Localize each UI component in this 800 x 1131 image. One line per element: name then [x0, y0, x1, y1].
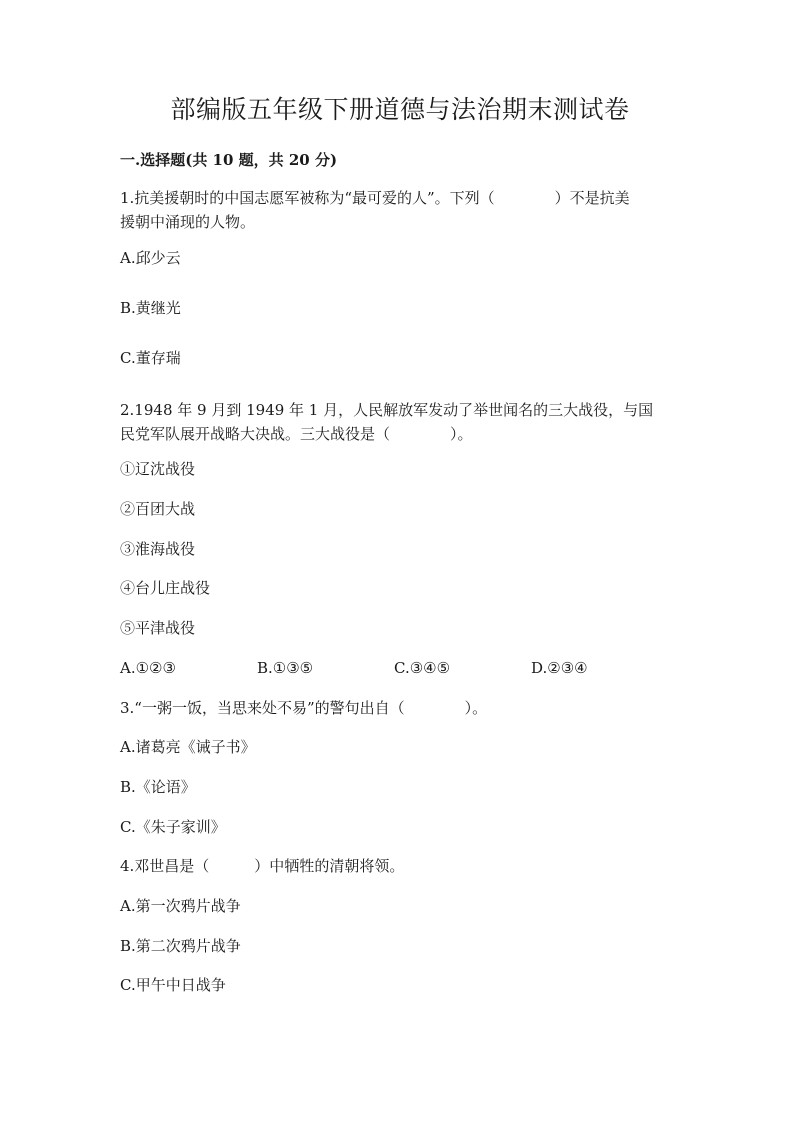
question-2-item-1: ①辽沈战役: [120, 460, 196, 478]
question-3-option-c: C.《朱子家训》: [120, 818, 226, 836]
question-1-option-a: A.邱少云: [120, 249, 181, 267]
question-4-option-c: C.甲午中日战争: [120, 976, 226, 994]
question-2-item-3: ③淮海战役: [120, 540, 196, 558]
question-2-option-a: A.①②③: [120, 659, 176, 677]
question-3-line-1: 3.“一粥一饭，当思来处不易”的警句出自（ ）。: [120, 699, 488, 717]
question-4-option-b: B.第二次鸦片战争: [120, 937, 241, 955]
question-2-item-5: ⑤平津战役: [120, 619, 196, 637]
question-1-line-1: 1.抗美援朝时的中国志愿军被称为“最可爱的人”。下列（ ）不是抗美: [120, 189, 630, 207]
question-1-option-c: C.董存瑞: [120, 349, 181, 367]
question-2-option-b: B.①③⑤: [257, 659, 314, 677]
page-title: 部编版五年级下册道德与法治期末测试卷: [170, 95, 630, 124]
question-3-option-b: B.《论语》: [120, 778, 196, 796]
question-2-item-2: ②百团大战: [120, 500, 196, 518]
question-2-line-2: 民党军队展开战略大决战。三大战役是（ ）。: [120, 425, 473, 443]
question-1-option-b: B.黄继光: [120, 299, 181, 317]
question-3-option-a: A.诸葛亮《诫子书》: [120, 738, 256, 756]
section-heading: 一.选择题(共 10 题，共 20 分): [120, 151, 338, 169]
question-2-line-1: 2.1948 年 9 月到 1949 年 1 月，人民解放军发动了举世闻名的三大战役，与国: [120, 401, 654, 419]
question-2-option-d: D.②③④: [531, 659, 588, 677]
question-4-line-1: 4.邓世昌是（ ）中牺牲的清朝将领。: [120, 857, 405, 875]
question-2-item-4: ④台儿庄战役: [120, 579, 211, 597]
question-1-line-2: 援朝中涌现的人物。: [120, 213, 256, 231]
question-4-option-a: A.第一次鸦片战争: [120, 897, 241, 915]
question-2-option-c: C.③④⑤: [394, 659, 451, 677]
